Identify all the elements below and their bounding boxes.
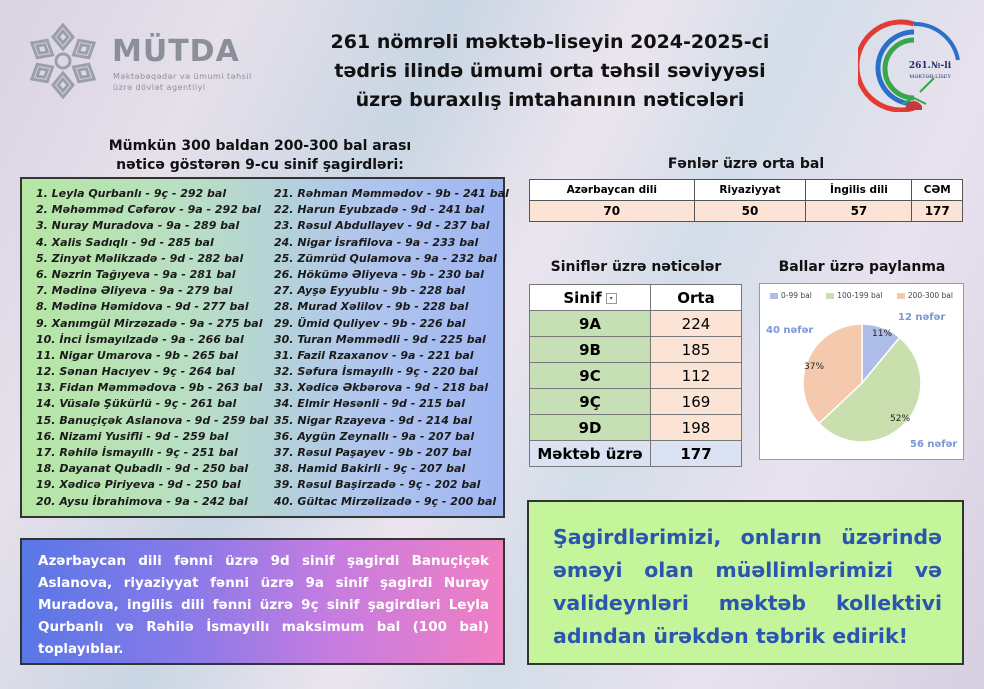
list-item: 12. Sənan Hacıyev - 9ç - 264 bal (36, 365, 235, 379)
list-item: 21. Rəhman Məmmədov - 9b - 241 bal (274, 187, 509, 200)
list-item: 11. Nigar Umarova - 9b - 265 bal (36, 348, 239, 362)
honor-list-heading: Mümkün 300 baldan 200-300 bal arası nəticə göstərən 9-cu sinif şagirdləri: (108, 138, 412, 173)
honor-list (20, 177, 509, 518)
list-item: 26. Hökümə Əliyeva - 9b - 230 bal (274, 267, 484, 281)
legend-label: 0-99 bal (781, 291, 812, 300)
list-item: 36. Aygün Zeynallı - 9a - 207 bal (274, 429, 475, 443)
table-row (530, 389, 742, 415)
pie-chart (759, 283, 964, 460)
list-item: 16. Nizami Yusifli - 9d - 259 bal (36, 429, 229, 443)
table-cell: 9B (530, 337, 651, 363)
school-emblem-icon (858, 18, 970, 112)
table-cell: 70 (530, 201, 695, 222)
slice-value-label: 11% (872, 329, 893, 339)
table-header-cell: CƏM (912, 180, 963, 201)
slice-count-label: 56 nəfər (910, 439, 958, 450)
table-cell: 57 (806, 201, 912, 222)
list-item: 13. Fidan Məmmədova - 9b - 263 bal (36, 381, 263, 395)
classes-table (529, 284, 742, 467)
table-cell: 9D (530, 415, 651, 441)
congratulations-message: Şagirdlərimizi, onların üzərində əməyi olan müəllimlərimizi və valideynləri məktəb kollektivi adından ürəkdən təbrik edirik! (527, 500, 964, 665)
title-line: 261 nömrəli məktəb-liseyin 2024-2025-ci (330, 31, 770, 53)
list-item: 30. Turan Məmmədli - 9d - 225 bal (274, 332, 486, 346)
subjects-table (529, 179, 963, 222)
table-header-cell: İngilis dili (806, 180, 912, 201)
list-item: 10. İnci İsmayılzadə - 9a - 266 bal (36, 332, 244, 346)
list-item: 33. Xədicə Əkbərova - 9d - 218 bal (274, 381, 489, 395)
table-cell: 50 (694, 201, 806, 222)
chart-title: Ballar üzrə paylanma (778, 259, 946, 275)
table-cell: Məktəb üzrə (530, 441, 651, 467)
list-item: 19. Xədicə Piriyeva - 9d - 250 bal (36, 478, 241, 492)
table-header-cell: Riyaziyyat (694, 180, 806, 201)
table-cell: 198 (651, 415, 742, 441)
emblem-text: MƏKTƏB-LİSEY (909, 74, 951, 80)
list-item: 5. Zinyət Məlikzadə - 9d - 282 bal (36, 251, 244, 265)
list-item: 39. Rəsul Başirzadə - 9ç - 202 bal (274, 478, 481, 492)
list-item: 31. Fazil Rzaxanov - 9a - 221 bal (274, 348, 474, 362)
list-item: 1. Leyla Qurbanlı - 9ç - 292 bal (36, 187, 227, 200)
table-cell: 112 (651, 363, 742, 389)
list-item: 7. Mədinə Əliyeva - 9a - 279 bal (36, 284, 233, 298)
slice-count-label: 40 nəfər (766, 325, 814, 336)
agency-name: MÜTDA (112, 34, 240, 69)
list-item: 8. Mədinə Həmidova - 9d - 277 bal (36, 300, 249, 314)
table-row (530, 201, 963, 222)
slice-count-label: 12 nəfər (898, 312, 946, 323)
table-total-row (530, 441, 742, 467)
legend-label: 100-199 bal (837, 291, 883, 300)
page-title (300, 28, 800, 115)
table-cell: 169 (651, 389, 742, 415)
table-cell: 9Ç (530, 389, 651, 415)
class-column-label: Sinif (563, 288, 602, 307)
list-item: 28. Murad Xəlilov - 9b - 228 bal (274, 300, 469, 314)
list-item: 6. Nəzrin Tağıyeva - 9a - 281 bal (36, 267, 236, 281)
list-item: 17. Rəhilə İsmayıllı - 9ç - 251 bal (36, 446, 238, 459)
table-cell: 177 (651, 441, 742, 467)
table-header-cell: Orta (651, 285, 742, 311)
list-item: 27. Ayşə Eyyublu - 9b - 228 bal (274, 284, 466, 298)
table-header-row (530, 285, 742, 311)
list-item: 18. Dayanat Qubadlı - 9d - 250 bal (36, 462, 249, 476)
list-item: 29. Ümid Quliyev - 9b - 226 bal (274, 316, 466, 330)
table-cell: 224 (651, 311, 742, 337)
list-item: 9. Xanımgül Mirzəzadə - 9a - 275 bal (36, 316, 263, 330)
agency-subtitle: üzrə dövlət agentliyi (113, 83, 206, 92)
subjects-title: Fənlər üzrə orta bal (667, 156, 825, 172)
list-item: 24. Nigar İsrafilova - 9a - 233 bal (274, 235, 479, 249)
list-item: 3. Nuray Muradova - 9a - 289 bal (36, 219, 240, 233)
emblem-text: 261.№-li (908, 61, 952, 71)
list-item: 2. Məhəmməd Cəfərov - 9a - 292 bal (36, 203, 261, 217)
list-item: 32. Səfura İsmayıllı - 9ç - 220 bal (274, 365, 478, 379)
legend-label: 200-300 bal (907, 291, 953, 300)
slice-value-label: 37% (804, 362, 825, 372)
title-line: üzrə buraxılış imtahanının nəticələri (355, 89, 745, 111)
pie-svg (760, 284, 965, 461)
agency-logo-icon (22, 20, 104, 102)
table-row (530, 415, 742, 441)
filter-dropdown-icon[interactable]: ▾ (606, 293, 617, 304)
table-cell: 185 (651, 337, 742, 363)
honor-list-column (36, 186, 268, 510)
list-item: 22. Harun Eyubzadə - 9d - 241 bal (274, 203, 485, 217)
table-cell: 177 (912, 201, 963, 222)
classes-title: Siniflər üzrə nəticələr (550, 259, 722, 275)
list-item: 37. Rəsul Paşayev - 9b - 207 bal (274, 446, 472, 459)
list-item: 23. Rəsul Abdullayev - 9d - 237 bal (274, 219, 490, 233)
table-cell: 9C (530, 363, 651, 389)
list-item: 15. Banuçiçək Aslanova - 9d - 259 bal (36, 413, 269, 427)
list-item: 35. Nigar Rzayeva - 9d - 214 bal (274, 413, 472, 427)
list-item: 34. Elmir Həsənli - 9d - 215 bal (274, 397, 465, 411)
title-line: tədris ilində ümumi orta təhsil səviyyəsi (334, 60, 766, 82)
list-item: 14. Vüsalə Şükürlü - 9ç - 261 bal (36, 397, 237, 411)
table-row (530, 311, 742, 337)
table-header-row (530, 180, 963, 201)
table-row (530, 363, 742, 389)
agency-subtitle: Məktəbəqədər və ümumi təhsil (113, 72, 252, 81)
list-item: 20. Aysu İbrahimova - 9a - 242 bal (36, 494, 248, 508)
list-item: 38. Hamid Bakirli - 9ç - 207 bal (274, 462, 466, 476)
list-item: 40. Gültac Mirzəlizadə - 9ç - 200 bal (274, 494, 497, 508)
max-score-note: Azərbaycan dili fənni üzrə 9d sinif şagirdi Banuçiçək Aslanova, riyaziyyat fənni üzrə 9a sinif şagirdi Nuray Muradova, ingilis dili fənni üzrə 9ç sinif şagirdləri Leyla Qurbanlı və Rəhilə İsmayıllı maksimum bal (100 bal) toplayıblar. (20, 538, 505, 665)
table-cell: 9A (530, 311, 651, 337)
honor-list-column (274, 186, 509, 510)
table-row (530, 337, 742, 363)
slice-value-label: 52% (890, 414, 911, 424)
table-header-cell: Azərbaycan dili (530, 180, 695, 201)
list-item: 4. Xalis Sadıqlı - 9d - 285 bal (36, 235, 214, 249)
table-header-cell (530, 285, 651, 311)
list-item: 25. Zümrüd Qulamova - 9a - 232 bal (274, 251, 497, 265)
